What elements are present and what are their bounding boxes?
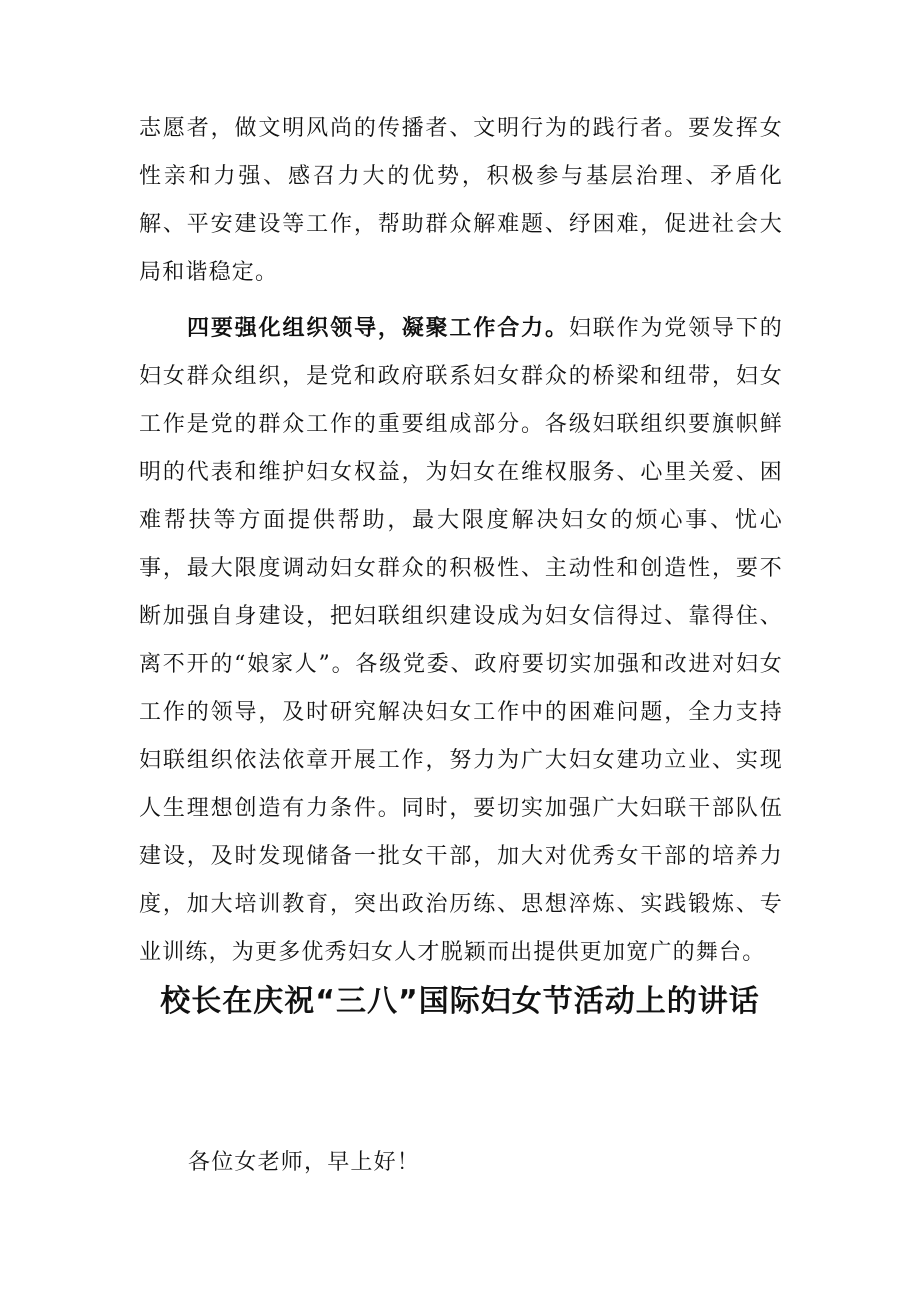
speech-greeting: 各位女老师，早上好！	[188, 1150, 421, 1175]
paragraph-section-four	[139, 305, 783, 977]
speech-title: 校长在庆祝“三八”国际妇女节活动上的讲话	[160, 984, 760, 1019]
section-heading-inline: 四要强化组织领导，凝聚工作合力。	[187, 316, 569, 341]
paragraph-body: 妇联作为党领导下的妇女群众组织，是党和政府联系妇女群众的桥梁和纽带，妇女工作是党的群众工作的重要组成部分。各级妇联组织要旗帜鲜明的代表和维护妇女权益，为妇女在维权服务、心里关爱、困难帮扶等方面提供帮助，最大限度解决妇女的烦心事、忧心事，最大限度调动妇女群众的积极性、主动性和创造性，要不断加强自身建设，把妇联组织建设成为妇女信得过、靠得住、离不开的“娘家人”。各级党委、政府要切实加强和改进对妇女工作的领导，及时研究解决妇女工作中的困难问题，全力支持妇联组织依法依章开展工作，努力为广大妇女建功立业、实现人生理想创造有力条件。同时，要切实加强广大妇联干部队伍建设，及时发现储备一批女干部，加大对优秀女干部的培养力度，加大培训教育，突出政治历练、思想淬炼、实践锻炼、专业训练，为更多优秀妇女人才脱颖而出提供更加宽广的舞台。	[139, 316, 783, 965]
paragraph-continued: 志愿者，做文明风尚的传播者、文明行为的践行者。要发挥女性亲和力强、感召力大的优势，积极参与基层治理、矛盾化解、平安建设等工作，帮助群众解难题、纾困难，促进社会大局和谐稳定。	[139, 116, 783, 285]
